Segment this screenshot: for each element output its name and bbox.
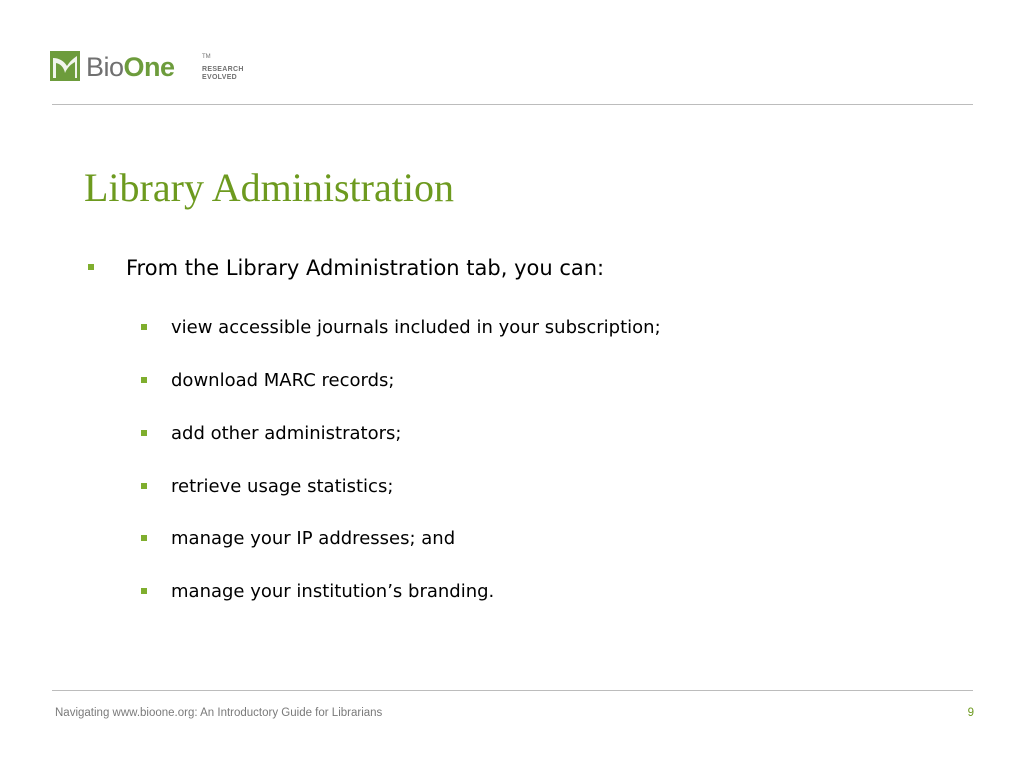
bullet-square-icon: [88, 264, 94, 270]
sub-bullet-text: view accessible journals included in your subscription;: [171, 317, 661, 338]
logo-tagline: [202, 66, 244, 82]
page-number: 9: [967, 707, 974, 719]
bullet-square-icon: [141, 377, 147, 383]
sub-bullet-text: download MARC records;: [171, 370, 395, 391]
bullet-square-icon: [141, 430, 147, 436]
sub-bullet-item: [171, 316, 661, 340]
sub-bullet-item: [171, 422, 401, 446]
sub-bullet-text: manage your institution’s branding.: [171, 581, 495, 602]
logo-tagline-line1: RESEARCH: [202, 66, 244, 73]
sub-bullet-item: [171, 527, 455, 551]
sub-bullet-item: [171, 580, 494, 604]
bioone-leaf-icon: [50, 51, 80, 81]
slide-title: Library Administration: [84, 165, 454, 210]
bullet-square-icon: [141, 483, 147, 489]
logo-trademark: TM: [202, 54, 211, 60]
bullet-square-icon: [141, 535, 147, 541]
footer-divider: [52, 690, 973, 691]
bullet-square-icon: [141, 588, 147, 594]
bullet-square-icon: [141, 324, 147, 330]
logo-wordmark-bio: Bio: [86, 52, 124, 82]
logo-wordmark: [86, 52, 175, 82]
sub-bullet-text: add other administrators;: [171, 423, 402, 444]
logo-tagline-line2: EVOLVED: [202, 74, 238, 81]
header-divider: [52, 104, 973, 105]
bullet-intro-text: From the Library Administration tab, you can:: [126, 256, 605, 280]
sub-bullet-item: [171, 475, 393, 499]
footer-text: Navigating www.bioone.org: An Introductory Guide for Librarians: [55, 707, 383, 719]
bullet-intro: [126, 254, 604, 282]
logo-wordmark-one: One: [123, 52, 175, 82]
sub-bullet-item: [171, 369, 394, 393]
sub-bullet-text: manage your IP addresses; and: [171, 528, 456, 549]
sub-bullet-text: retrieve usage statistics;: [171, 476, 394, 497]
